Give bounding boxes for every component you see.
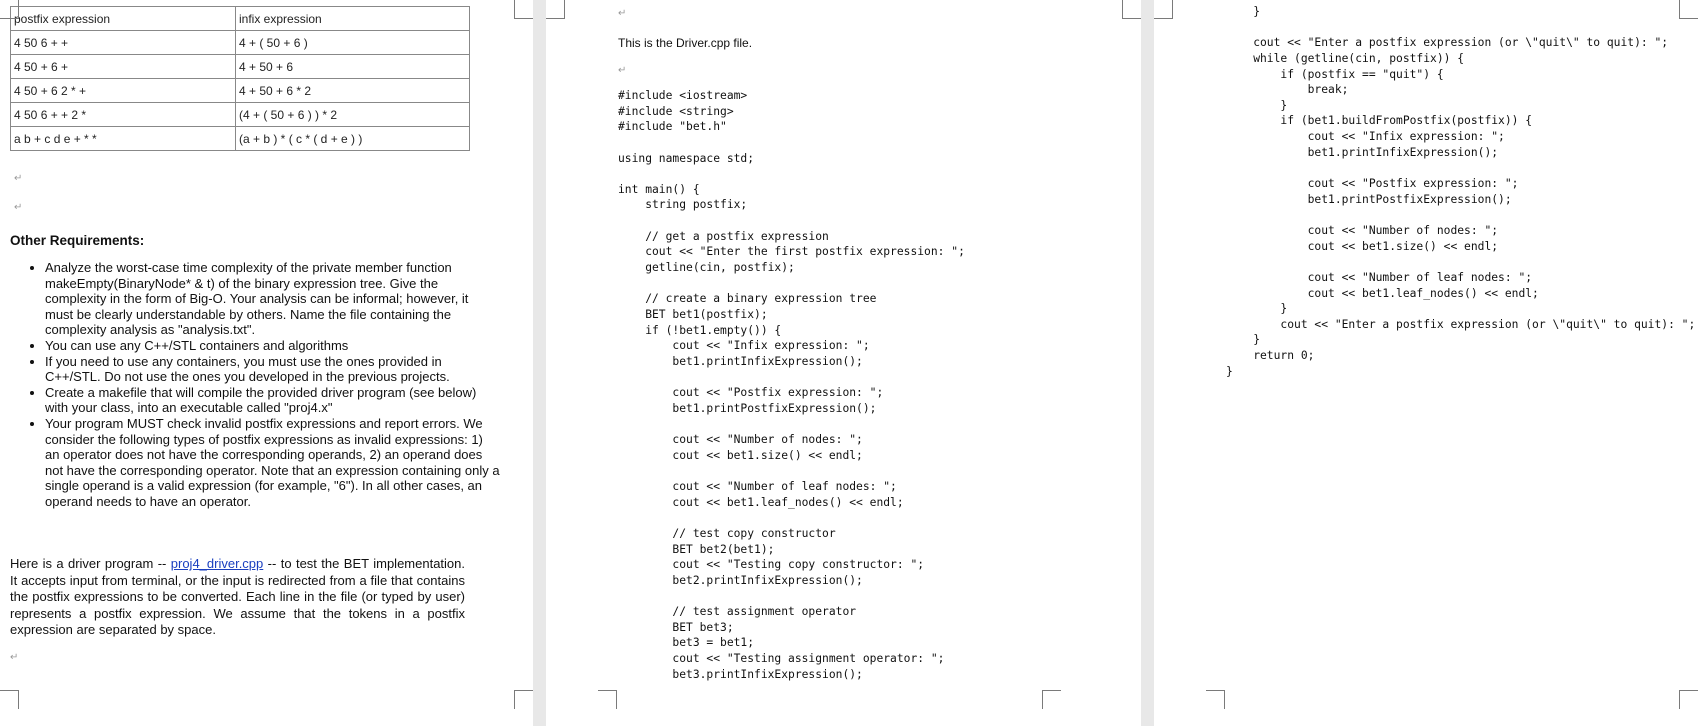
paragraph-mark: ↵	[618, 65, 627, 76]
paragraph-mark: ↵	[10, 652, 19, 663]
code-line: bet1.printPostfixExpression();	[618, 401, 877, 415]
code-line	[618, 276, 965, 292]
crop-mark	[1679, 0, 1698, 19]
infix-cell[interactable]: (a + b ) * ( c * ( d + e ) )	[236, 127, 470, 151]
code-line: break;	[1226, 83, 1349, 97]
code-line: using namespace std;	[618, 151, 755, 165]
code-line: cout << bet1.size() << endl;	[1226, 239, 1499, 253]
code-line: bet1.printInfixExpression();	[618, 354, 863, 368]
code-line: cout << "Number of nodes: ";	[618, 433, 863, 447]
code-line: #include <string>	[618, 104, 734, 118]
crop-mark	[1042, 690, 1061, 709]
table-row	[11, 55, 470, 79]
crop-mark	[598, 690, 617, 709]
code-line: cout << "Postfix expression: ";	[618, 386, 884, 400]
code-line: // get a postfix expression	[618, 229, 829, 243]
infix-cell[interactable]: 4 + 50 + 6	[236, 55, 470, 79]
code-line	[1226, 207, 1695, 223]
code-line: BET bet1(postfix);	[618, 307, 768, 321]
postfix-cell[interactable]: 4 50 6 + +	[11, 31, 236, 55]
driver-code-part-2	[1226, 4, 1695, 395]
crop-mark	[546, 0, 565, 19]
infix-cell[interactable]: infix expression	[236, 7, 470, 31]
driver-intro-text: This is the Driver.cpp file.	[618, 36, 753, 50]
crop-mark	[1154, 0, 1173, 19]
code-line	[618, 135, 965, 151]
code-line: cout << "Enter the first postfix expression: ";	[618, 245, 965, 259]
driver-paragraph	[10, 556, 465, 639]
code-line	[618, 416, 965, 432]
requirement-item: • You can use any C++/STL containers and algorithms	[45, 338, 500, 354]
requirements-heading: Other Requirements:	[10, 233, 145, 248]
document-page-2[interactable]	[546, 0, 1141, 726]
code-line: // create a binary expression tree	[618, 292, 877, 306]
code-line	[618, 166, 965, 182]
crop-mark	[514, 0, 533, 19]
code-line	[618, 370, 965, 386]
requirement-item: • Your program MUST check invalid postfix expressions and report errors. We consider the following types of postfix expressions as invalid expressions: 1) an operator does not have the corresponding operands, 2) an operand does not have the corresponding operator. Note that an expression containing only a single operand is a valid expression (for example, "6"). In all other cases, an operand needs to have an operator.	[45, 416, 500, 510]
code-line: cout << bet1.size() << endl;	[618, 448, 863, 462]
code-line	[618, 589, 965, 605]
requirement-item: • Analyze the worst-case time complexity of the private member function makeEmpty(BinaryNode* & t) of the binary expression tree. Give the complexity in the form of Big-O. Your analysis can be informal; however, it must be clearly understandable by others. Name the file containing the complexity analysis as "analysis.txt".	[45, 260, 500, 338]
code-line: cout << "Infix expression: ";	[1226, 130, 1505, 144]
table-row	[11, 103, 470, 127]
code-line: string postfix;	[618, 198, 748, 212]
crop-mark	[1122, 0, 1141, 19]
code-line: bet2.printInfixExpression();	[618, 573, 863, 587]
table-row	[11, 79, 470, 103]
code-line: return 0;	[1226, 349, 1315, 363]
paragraph-mark: ↵	[14, 173, 23, 184]
postfix-cell[interactable]: 4 50 + 6 +	[11, 55, 236, 79]
code-line	[618, 213, 965, 229]
code-line: int main() {	[618, 182, 700, 196]
postfix-cell[interactable]: postfix expression	[11, 7, 236, 31]
infix-cell[interactable]: 4 + ( 50 + 6 )	[236, 31, 470, 55]
table-row	[11, 7, 470, 31]
code-line: #include "bet.h"	[618, 120, 727, 134]
code-line: BET bet3;	[618, 620, 734, 634]
code-line: cout << "Enter a postfix expression (or \"quit\" to quit): ";	[1226, 36, 1669, 50]
code-line: cout << "Testing copy constructor: ";	[618, 558, 925, 572]
document-page-3[interactable]	[1154, 0, 1698, 726]
code-line: cout << "Number of leaf nodes: ";	[1226, 270, 1533, 284]
code-line: }	[1226, 364, 1233, 378]
code-line: #include <iostream>	[618, 89, 748, 102]
crop-mark	[1206, 690, 1225, 709]
code-line: }	[1226, 333, 1261, 347]
crop-mark	[0, 0, 19, 19]
postfix-cell[interactable]: 4 50 + 6 2 * +	[11, 79, 236, 103]
code-line: if (postfix == "quit") {	[1226, 67, 1444, 81]
paragraph-mark: ↵	[618, 8, 627, 19]
driver-text-after: -- to test the BET implementation. It accepts input from terminal, or the input is redirected from a file that contains the postfix expressions to be converted. Each line in the file (or typed by user) represents a postfix expression. We assume that the tokens in a postfix expression are separated by space.	[10, 556, 465, 637]
code-line: bet3 = bet1;	[618, 636, 755, 650]
crop-mark	[0, 690, 19, 709]
code-line	[1226, 379, 1695, 395]
table-row	[11, 31, 470, 55]
postfix-cell[interactable]: 4 50 6 + + 2 *	[11, 103, 236, 127]
requirement-item: • If you need to use any containers, you must use the ones provided in C++/STL. Do not use the ones you developed in the previous projects.	[45, 354, 500, 385]
code-line	[1226, 160, 1695, 176]
code-line: getline(cin, postfix);	[618, 261, 795, 275]
code-line	[618, 463, 965, 479]
code-line: cout << bet1.leaf_nodes() << endl;	[1226, 286, 1539, 300]
code-line: // test copy constructor	[618, 526, 836, 540]
code-line: if (bet1.buildFromPostfix(postfix)) {	[1226, 114, 1533, 128]
code-line	[618, 510, 965, 526]
crop-mark	[514, 690, 533, 709]
table-row	[11, 127, 470, 151]
driver-code-part-1	[618, 88, 965, 682]
crop-mark	[1679, 690, 1698, 709]
code-line: bet1.printInfixExpression();	[1226, 145, 1499, 159]
driver-file-link[interactable]: proj4_driver.cpp	[170, 556, 264, 571]
document-page-1[interactable]	[0, 0, 533, 726]
code-line	[1226, 254, 1695, 270]
infix-cell[interactable]: 4 + 50 + 6 * 2	[236, 79, 470, 103]
code-line: cout << "Number of nodes: ";	[1226, 223, 1499, 237]
code-line	[1226, 20, 1695, 36]
driver-text-before: Here is a driver program --	[10, 556, 171, 571]
code-line: }	[1226, 302, 1288, 316]
code-line: bet3.printInfixExpression();	[618, 667, 863, 681]
code-line: }	[1226, 5, 1261, 18]
code-line: // test assignment operator	[618, 605, 857, 619]
code-line: }	[1226, 98, 1288, 112]
code-line: if (!bet1.empty()) {	[618, 323, 782, 337]
requirements-list	[10, 260, 500, 510]
code-line: bet1.printPostfixExpression();	[1226, 192, 1512, 206]
code-line: cout << "Enter a postfix expression (or \"quit\" to quit): ";	[1226, 317, 1696, 331]
postfix-cell[interactable]: a b + c d e + * *	[11, 127, 236, 151]
code-line: cout << bet1.leaf_nodes() << endl;	[618, 495, 904, 509]
code-line: cout << "Number of leaf nodes: ";	[618, 480, 897, 494]
code-line: cout << "Postfix expression: ";	[1226, 177, 1519, 191]
code-line: BET bet2(bet1);	[618, 542, 775, 556]
code-line: cout << "Infix expression: ";	[618, 339, 870, 353]
paragraph-mark: ↵	[14, 202, 23, 213]
code-line: while (getline(cin, postfix)) {	[1226, 51, 1465, 65]
requirement-item: • Create a makefile that will compile the provided driver program (see below) with your class, into an executable called "proj4.x"	[45, 385, 500, 416]
code-line: cout << "Testing assignment operator: ";	[618, 652, 945, 666]
conversion-table	[10, 6, 470, 151]
infix-cell[interactable]: (4 + ( 50 + 6 ) ) * 2	[236, 103, 470, 127]
